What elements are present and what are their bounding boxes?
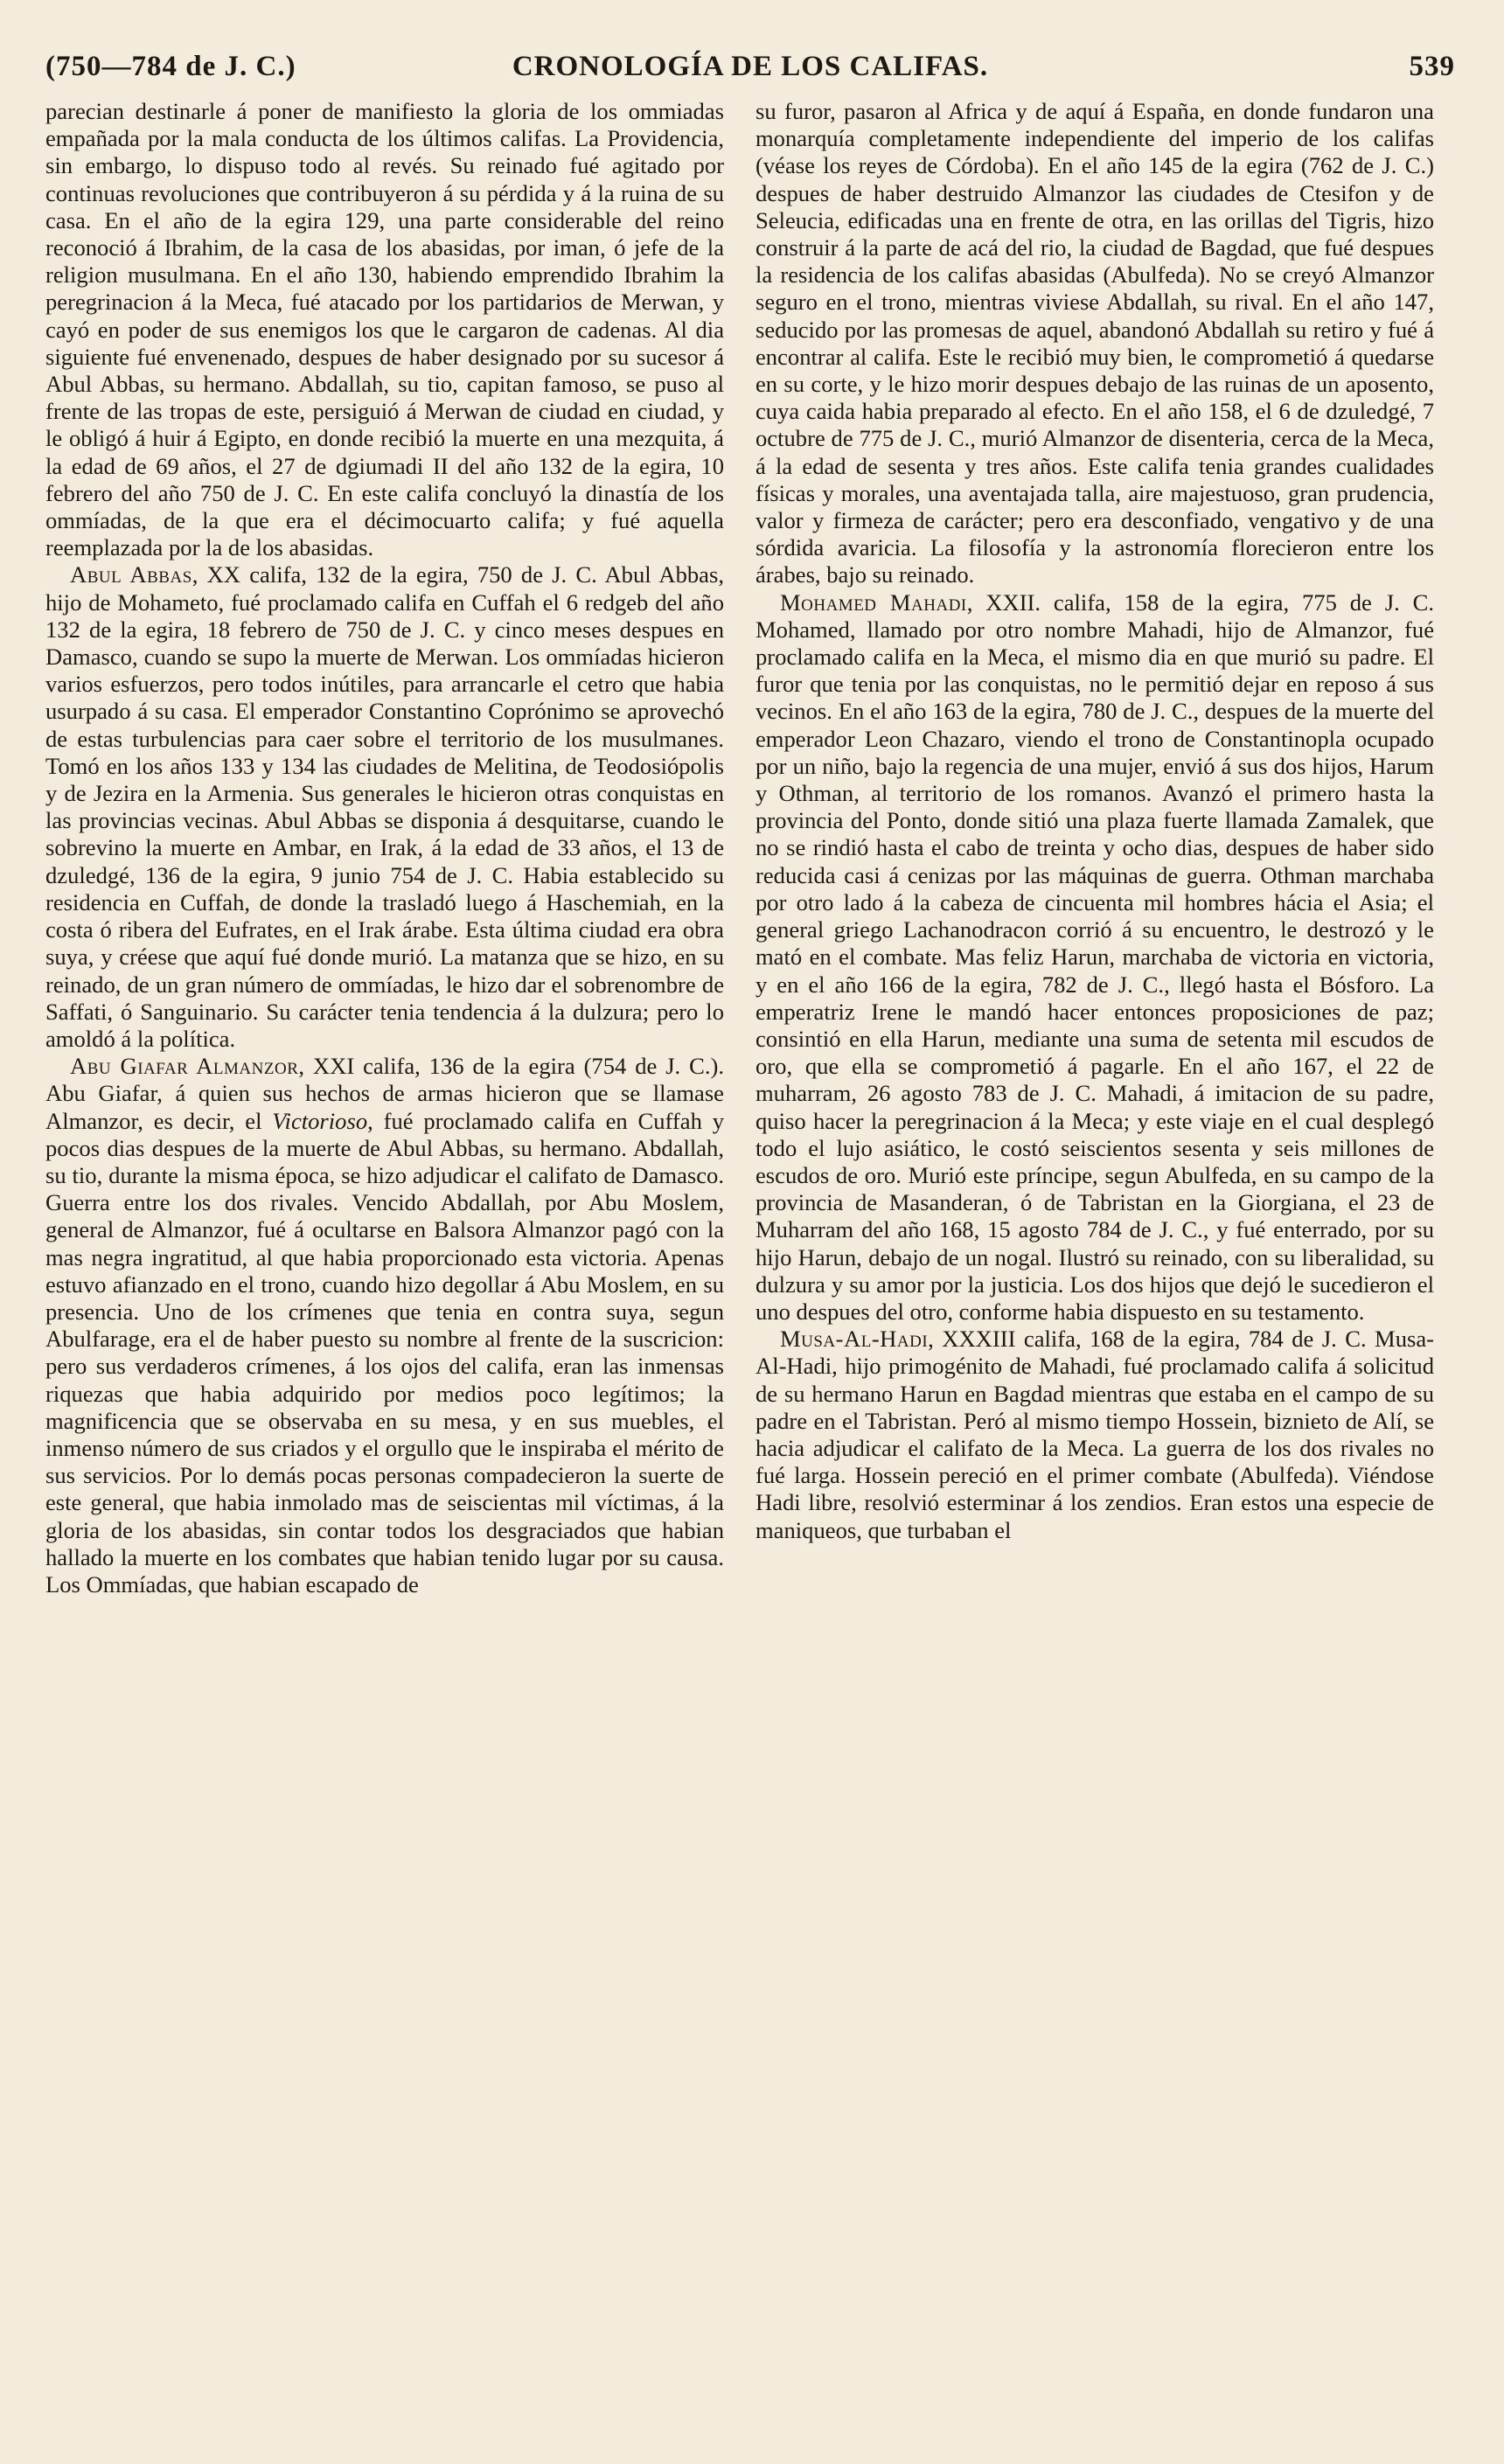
entry-heading-mohamed-mahadi: Mohamed Mahadi xyxy=(780,588,967,616)
paragraph-almanzor xyxy=(45,1053,724,1598)
entry-heading-almanzor: Abu Giafar Almanzor xyxy=(70,1053,299,1080)
page-number: 539 xyxy=(1409,51,1455,82)
paragraph-abul-abbas xyxy=(45,561,724,1053)
header-title: CRONOLOGÍA DE LOS CALIFAS. xyxy=(512,51,989,82)
paragraph-merwan-end xyxy=(45,98,724,561)
entry-heading-abul-abbas: Abul Abbas xyxy=(70,561,192,588)
paragraph-text: , fué proclamado califa en Cuffah y pocos dias despues de la muerte de Abul Abbas, su hermano. Abdallah, su tio, durante la misma época, se hizo adjudicar el califato de Damasco. Guerra entre los dos rivales. Vencido Abdallah, por Abu Moslem, general de Almanzor, fué á ocultarse en Balsora Almanzor pagó con la mas negra ingratitud, al que habia proporcionado esta victoria. Apenas estuvo afianzado en el trono, cuando hizo degollar á Abu Moslem, en su presencia. Uno de los crímenes que tenia en contra suya, segun Abulfarage, era el de haber puesto su nombre al frente de la suscricion: pero sus verdaderos crímenes, á los ojos del califa, eran las inmensas riquezas que habia adquirido por medios poco legítimos; la magnificencia que se observaba en su mesa, y en sus muebles, el inmenso número de sus criados y el orgullo que le inspiraba el mérito de sus servicios. Por lo demás pocas personas compadecieron la suerte de este general, que habia inmolado mas de seiscientas mil víctimas, á la gloria de los abasidas, sin contar todos los desgraciados que habian hallado la muerte en los combates que habian tenido lugar por su causa. Los Ommíadas, que habian escapado de xyxy=(45,1107,724,1597)
running-header xyxy=(45,51,1455,96)
paragraph-text: , XXI califa, 136 de la egira (754 de J. C.). Abu Giafar, á quien sus hechos de armas hicieron que se llamase Almanzor, es decir, el xyxy=(45,1053,724,1134)
paragraph-text: parecian destinarle á poner de manifiesto la gloria de los ommiadas empañada por la mala conducta de los últimos califas. La Providencia, sin embargo, lo dispuso todo al revés. Su reinado fué agitado por continuas revoluciones que contribuyeron á su pérdida y á la ruina de su casa. En el año de la egira 129, una parte considerable del reino reconoció á Ibrahim, de la casa de los abasidas, por iman, ó jefe de la religion musulmana. En el año 130, habiendo emprendido Ibrahim la peregrinacion á la Meca, fué atacado por los partidarios de Merwan, y cayó en poder de sus enemigos los que le cargaron de cadenas. Al dia siguiente fué envenenado, despues de haber designado por su sucesor á Abul Abbas, su hermano. Abdallah, su tio, capitan famoso, se puso al frente de las tropas de este, persiguió á Merwan de ciudad en ciudad, y le obligó á huir á Egipto, en donde recibió la muerte en una mezquita, á la edad de 69 años, el 27 de dgiumadi II del año 132 de la egira, 10 febrero del año 750 de J. C. En este califa concluyó la dinastía de los ommíadas, de la que era el décimocuarto califa; y fué aquella reemplazada por la de los abasidas. xyxy=(45,98,724,561)
header-date-range: (750—784 de J. C.) xyxy=(45,51,296,82)
paragraph-musa-al-hadi xyxy=(755,1326,1434,1544)
entry-heading-musa-al-hadi: Musa-Al-Hadi xyxy=(780,1326,929,1353)
paragraph-almanzor-cont xyxy=(755,98,1434,589)
paragraph-mohamed-mahadi xyxy=(755,589,1434,1326)
left-column xyxy=(45,98,724,2424)
paragraph-text: su furor, pasaron al Africa y de aquí á España, en donde fundaron una monarquía completamente independiente del imperio de los califas (véase los reyes de Córdoba). En el año 145 de la egira (762 de J. C.) despues de haber destruido Almanzor las ciudades de Ctesifon y de Seleucia, edificadas una en frente de otra, en las orillas del Tigris, hizo construir á la parte de acá del rio, la ciudad de Bagdad, que fué despues la residencia de los califas abasidas (Abulfeda). No se creyó Almanzor seguro en el trono, mientras viviese Abdallah, su rival. En el año 147, seducido por las promesas de aquel, abandonó Abdallah su retiro y fué á encontrar al califa. Este le recibió muy bien, le comprometió á quedarse en su corte, y le hizo morir despues debajo de las ruinas de un aposento, cuya caida habia preparado al efecto. En el año 158, el 6 de dzuledgé, 7 octubre de 775 de J. C., murió Almanzor de disenteria, cerca de la Meca, á la edad de sesenta y tres años. Este califa tenia grandes cualidades físicas y morales, una aventajada talla, aire majestuoso, gran prudencia, valor y firmeza de carácter; pero era desconfiado, vengativo y de una sórdida avaricia. La filosofía y la astronomía florecieron entre los árabes, bajo su reinado. xyxy=(755,98,1434,588)
right-column xyxy=(755,98,1434,2424)
italic-epithet: Victorioso xyxy=(272,1107,368,1134)
paragraph-text: , XXII. califa, 158 de la egira, 775 de J. C. Mohamed, llamado por otro nombre Mahadi, hijo de Almanzor, fué proclamado califa en la Meca, el mismo dia en que murió su padre. El furor que tenia por las conquistas, no le permitió dejar en reposo á sus vecinos. En el año 163 de la egira, 780 de J. C., despues de la muerte del emperador Leon Chazaro, viendo el trono de Constantinopla ocupado por un niño, bajo la regencia de una mujer, envió á sus dos hijos, Harum y Othman, al territorio de los romanos. Avanzó el primero hasta la provincia del Ponto, donde sitió una plaza fuerte llamada Zamalek, que no se rindió hasta el cabo de treinta y ocho dias, despues de haber sido reducida casi á cenizas por las máquinas de guerra. Othman marchaba por otro lado á la cabeza de cincuenta mil hombres hácia el Asia; el general griego Lachanodracon corrió á su encuentro, le destrozó y le mató en el combate. Mas feliz Harun, marchaba de victoria en victoria, y en el año 166 de la egira, 782 de J. C., llegó hasta el Bósforo. La emperatriz Irene le mandó hacer entonces proposiciones de paz; consintió en ella Harun, mediante una suma de setenta mil escudos de oro, que ella se comprometió á pagarle. En el año 167, el 22 de muharram, 26 agosto 783 de J. C. Mahadi, á imitacion de su padre, quiso hacer la peregrinacion á la Meca; y este viaje en el cual desplegó todo el lujo asiático, le costó seiscientos sesenta y seis millones de escudos de oro. Murió este príncipe, segun Abulfeda, en su campo de la provincia de Masanderan, ó de Tabristan en la Giorgiana, el 23 de Muharram del año 168, 15 agosto 784 de J. C., y fué enterrado, por su hijo Harun, debajo de un nogal. Ilustró su reinado, con su liberalidad, su dulzura y su amor por la justicia. Los dos hijos que dejó le sucedieron el uno despues del otro, conforme habia dispuesto en su testamento. xyxy=(755,588,1434,1325)
paragraph-text: , XXXIII califa, 168 de la egira, 784 de J. C. Musa-Al-Hadi, hijo primogénito de Mahadi, fué proclamado califa á solicitud de su hermano Harun en Bagdad mientras que estaba en el campo de su padre en el Tabristan. Peró al mismo tiempo Hossein, biznieto de Alí, se hacia adjudicar el califato de la Meca. La guerra de los dos rivales no fué larga. Hossein pereció en el primer combate (Abulfeda). Viéndose Hadi libre, resolvió esterminar á los zendios. Eran estos una especie de maniqueos, que turbaban el xyxy=(755,1326,1434,1543)
paragraph-text: , XX califa, 132 de la egira, 750 de J. C. Abul Abbas, hijo de Mohameto, fué proclamado califa en Cuffah el 6 redgeb del año 132 de la egira, 18 febrero de 750 de J. C. y cinco meses despues en Damasco, cuando se supo la muerte de Merwan. Los ommíadas hicieron varios esfuerzos, pero todos inútiles, para arrancarle el cetro que habia usurpado á su casa. El emperador Constantino Coprónimo se aprovechó de estas turbulencias para caer sobre el territorio de los musulmanes. Tomó en los años 133 y 134 las ciudades de Melitina, de Teodosiópolis y de Jezira en la Armenia. Sus generales le hicieron otras conquistas en las provincias vecinas. Abul Abbas se disponia á desquitarse, cuando le sobrevino la muerte en Ambar, en Irak, á la edad de 33 años, el 13 de dzuledgé, 136 de la egira, 9 junio 754 de J. C. Habia establecido su residencia en Cuffah, de donde la trasladó luego á Haschemiah, en la costa ó ribera del Eufrates, en el Irak árabe. Esta última ciudad era obra suya, y créese que aquí fué donde murió. La matanza que se hizo, en su reinado, de un gran número de ommíadas, le hizo dar el sobrenombre de Saffati, ó Sanguinario. Su carácter tenia tendencia á la dulzura; pero lo amoldó á la política. xyxy=(45,561,724,1052)
